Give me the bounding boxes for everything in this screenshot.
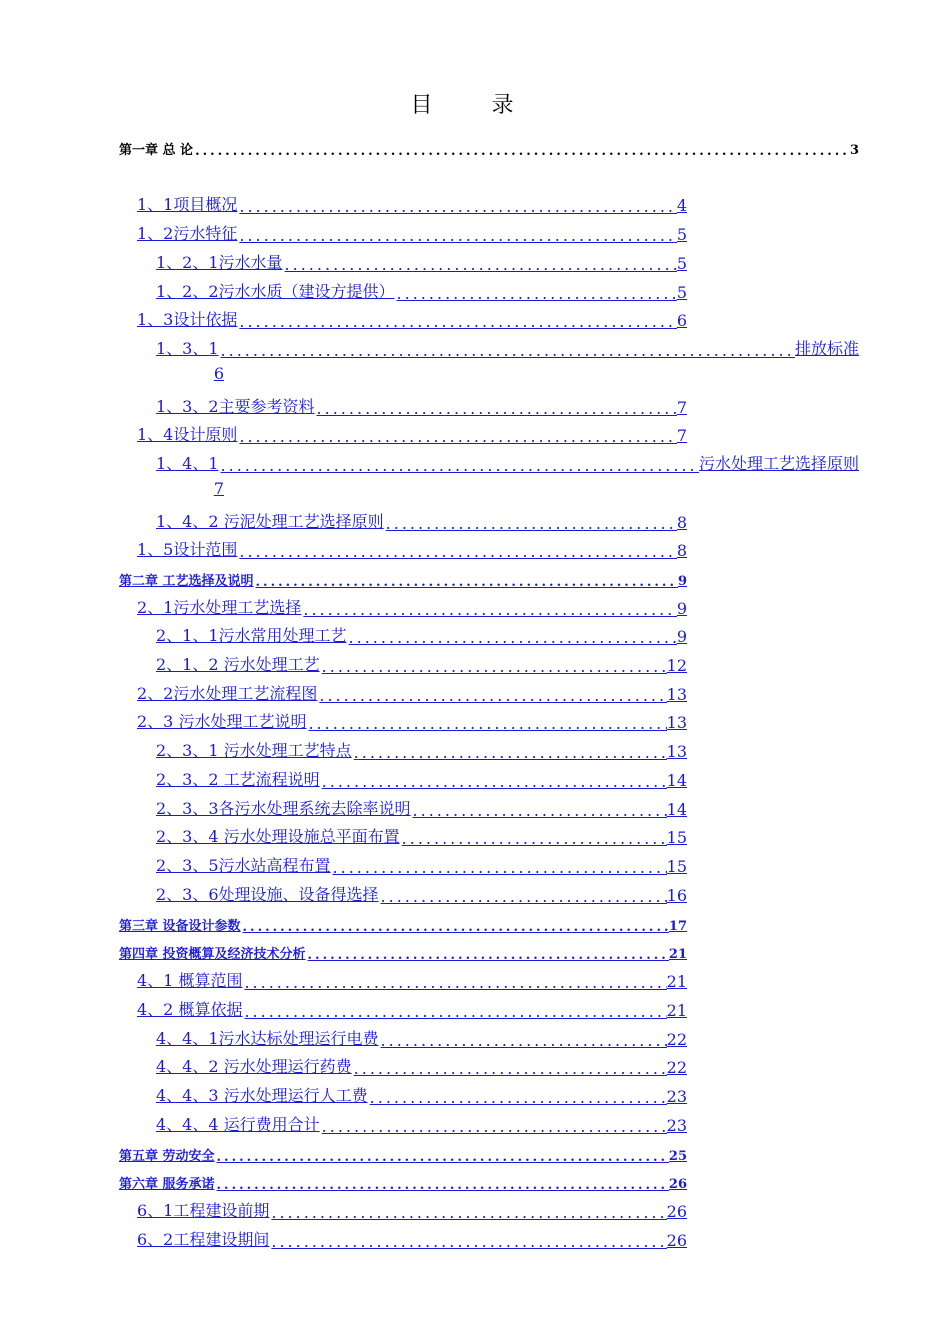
toc-entry-4-4-2[interactable]: [156, 1053, 687, 1077]
toc-entry-label: 1、4、1: [156, 454, 219, 473]
toc-entry-label: 2、1、1污水常用处理工艺: [156, 626, 347, 645]
toc-entry-2-3-2[interactable]: [156, 766, 687, 790]
toc-entry-chapter-4[interactable]: [119, 938, 687, 962]
toc-leader-dots: [384, 516, 677, 532]
toc-entry-label: 第二章 工艺选择及说明: [119, 574, 254, 589]
toc-entry-1-3[interactable]: [137, 306, 687, 330]
toc-entry-label: 4、4、4 运行费用合计: [156, 1115, 320, 1134]
toc-entry-1-4-1-page[interactable]: 7: [213, 479, 224, 498]
toc-entry-title-tail: 排放标准: [794, 339, 859, 358]
toc-entry-4-4-1[interactable]: [156, 1025, 687, 1049]
toc-entry-1-2-2[interactable]: [156, 278, 687, 302]
toc-entry-page: 5: [676, 254, 687, 273]
toc-entry-label: 2、3、3各污水处理系统去除率说明: [156, 799, 411, 818]
toc-leader-dots: [352, 745, 667, 761]
toc-entry-page: 3: [849, 143, 859, 158]
toc-entry-page: 5: [676, 225, 687, 244]
toc-leader-dots: [395, 286, 677, 302]
toc-leader-dots: [306, 949, 669, 962]
toc-entry-label: 2、2污水处理工艺流程图: [137, 684, 318, 703]
toc-entry-label: 1、3、2主要参考资料: [156, 397, 315, 416]
toc-entry-page: 16: [666, 886, 687, 905]
toc-entry-1-4[interactable]: [137, 421, 687, 445]
toc-entry-page: 22: [666, 1030, 687, 1049]
toc-entry-page: 14: [666, 800, 687, 819]
toc-entry-label: 2、3 污水处理工艺说明: [137, 712, 307, 731]
toc-leader-dots: [242, 975, 666, 991]
toc-leader-dots: [352, 1061, 667, 1077]
toc-leader-dots: [320, 774, 667, 790]
toc-entry-4-4-4[interactable]: [156, 1111, 687, 1135]
toc-entry-6-2[interactable]: [137, 1226, 687, 1250]
toc-leader-dots: [315, 401, 677, 417]
toc-entry-2-3-6[interactable]: [156, 881, 687, 905]
toc-entry-1-5[interactable]: [137, 536, 687, 560]
toc-leader-dots: [219, 458, 699, 474]
toc-entry-2-3[interactable]: [137, 708, 687, 732]
toc-entry-chapter-3[interactable]: [119, 910, 687, 934]
toc-leader-dots: [331, 860, 667, 876]
toc-leader-dots: [368, 1090, 667, 1106]
toc-entry-label: 4、4、3 污水处理运行人工费: [156, 1086, 368, 1105]
toc-entry-page: 26: [666, 1231, 687, 1250]
toc-entry-label: 2、3、2 工艺流程说明: [156, 770, 320, 789]
toc-entry-page: 9: [677, 574, 687, 589]
toc-entry-label: 4、4、2 污水处理运行药费: [156, 1057, 352, 1076]
toc-entry-chapter-1[interactable]: [119, 134, 859, 158]
toc-leader-dots: [306, 716, 666, 732]
toc-entry-page: 13: [666, 742, 687, 761]
toc-entry-label: 4、4、1污水达标处理运行电费: [156, 1029, 379, 1048]
toc-entry-page: 25: [668, 1149, 687, 1164]
toc-entry-1-2[interactable]: [137, 220, 687, 244]
toc-entry-2-2[interactable]: [137, 680, 687, 704]
toc-entry-4-1[interactable]: [137, 967, 687, 991]
toc-entry-label: 第五章 劳动安全: [119, 1149, 215, 1164]
toc-entry-page: 23: [666, 1087, 687, 1106]
toc-leader-dots: [269, 1205, 666, 1221]
toc-entry-label: 6、2工程建设期间: [137, 1230, 270, 1249]
toc-leader-dots: [237, 314, 676, 330]
toc-leader-dots: [379, 889, 667, 905]
toc-entry-page: 26: [666, 1202, 687, 1221]
toc-entry-label: 2、1、2 污水处理工艺: [156, 655, 320, 674]
toc-leader-dots: [269, 1234, 666, 1250]
toc-entry-page: 14: [666, 771, 687, 790]
toc-entry-label: 1、2污水特征: [137, 224, 238, 243]
toc-entry-label: 1、2、1污水水量: [156, 253, 283, 272]
toc-entry-page: 12: [666, 656, 687, 675]
toc-entry-page: 7: [676, 426, 687, 445]
toc-leader-dots: [400, 831, 667, 847]
toc-leader-dots: [347, 630, 677, 646]
toc-leader-dots: [237, 429, 676, 445]
toc-entry-label: 1、4设计原则: [137, 425, 238, 444]
toc-leader-dots: [320, 1119, 667, 1135]
toc-entry-page: 15: [666, 857, 687, 876]
toc-entry-label: 2、3、4 污水处理设施总平面布置: [156, 827, 400, 846]
toc-leader-dots: [237, 544, 676, 560]
toc-entry-2-3-3[interactable]: [156, 795, 687, 819]
toc-entry-label: 4、1 概算范围: [137, 971, 243, 990]
toc-entry-1-3-2[interactable]: [156, 393, 687, 417]
toc-leader-dots: [241, 921, 669, 934]
toc-entry-page: 7: [676, 398, 687, 417]
toc-entry-label: 第六章 服务承诺: [119, 1177, 215, 1192]
toc-leader-dots: [237, 228, 676, 244]
toc-entry-4-4-3[interactable]: [156, 1082, 687, 1106]
toc-entry-page: 26: [668, 1177, 687, 1192]
toc-entry-page: 23: [666, 1116, 687, 1135]
toc-entry-label: 2、1污水处理工艺选择: [137, 598, 302, 617]
toc-entry-2-1-1[interactable]: [156, 622, 687, 646]
toc-entry-1-3-1[interactable]: [156, 335, 859, 359]
toc-entry-page: 4: [676, 196, 687, 215]
toc-entry-title-tail: 污水处理工艺选择原则: [698, 454, 859, 473]
toc-entry-2-1-2[interactable]: [156, 651, 687, 675]
toc-entry-page: 8: [676, 541, 687, 560]
toc-entry-2-3-4[interactable]: [156, 823, 687, 847]
toc-entry-4-2[interactable]: [137, 996, 687, 1020]
toc-leader-dots: [317, 688, 666, 704]
toc-entry-page: 5: [676, 283, 687, 302]
toc-entry-label: 1、4、2 污泥处理工艺选择原则: [156, 512, 384, 531]
toc-entry-page: 13: [666, 713, 687, 732]
toc-leader-dots: [320, 659, 667, 675]
toc-entry-label: 4、2 概算依据: [137, 1000, 243, 1019]
toc-entry-page: 21: [666, 972, 687, 991]
toc-entry-page: 13: [666, 685, 687, 704]
toc-entry-label: 第四章 投资概算及经济技术分析: [119, 947, 306, 962]
toc-entry-2-3-5[interactable]: [156, 852, 687, 876]
toc-entry-label: 1、3设计依据: [137, 310, 238, 329]
toc-leader-dots: [193, 145, 850, 158]
toc-entry-label: 1、2、2污水水质（建设方提供）: [156, 282, 395, 301]
toc-leader-dots: [215, 1151, 669, 1164]
toc-leader-dots: [242, 1004, 666, 1020]
toc-entry-page: 21: [668, 947, 687, 962]
toc-entry-page: 15: [666, 828, 687, 847]
toc-leader-dots: [411, 803, 667, 819]
toc-leader-dots: [301, 602, 676, 618]
toc-entry-chapter-5[interactable]: [119, 1140, 687, 1164]
toc-entry-1-1[interactable]: [137, 191, 687, 215]
toc-entry-page: 21: [666, 1001, 687, 1020]
toc-entry-page: 8: [676, 513, 687, 532]
toc-entry-label: 第一章 总 论: [119, 143, 194, 158]
toc-entry-chapter-6[interactable]: [119, 1168, 687, 1192]
toc-entry-label: 6、1工程建设前期: [137, 1201, 270, 1220]
toc-leader-dots: [215, 1179, 669, 1192]
toc-entry-page: 17: [668, 919, 687, 934]
toc-entry-label: 2、3、6处理设施、设备得选择: [156, 885, 379, 904]
toc-entry-page: 9: [676, 599, 687, 618]
toc-entry-6-1[interactable]: [137, 1197, 687, 1221]
toc-entry-label: 1、3、1: [156, 339, 219, 358]
toc-entry-label: 第三章 设备设计参数: [119, 919, 241, 934]
toc-leader-dots: [219, 343, 795, 359]
toc-entry-1-3-1-page[interactable]: 6: [213, 364, 224, 383]
toc-entry-1-4-2[interactable]: [156, 508, 687, 532]
toc-entry-chapter-2[interactable]: [119, 565, 687, 589]
toc-leader-dots: [283, 257, 677, 273]
toc-entry-2-3-1[interactable]: [156, 737, 687, 761]
toc-entry-1-2-1[interactable]: [156, 249, 687, 273]
toc-entry-label: 1、5设计范围: [137, 540, 238, 559]
toc-entry-2-1[interactable]: [137, 594, 687, 618]
toc-leader-dots: [254, 576, 678, 589]
toc-entry-label: 2、3、1 污水处理工艺特点: [156, 741, 352, 760]
toc-entry-page: 22: [666, 1058, 687, 1077]
toc-leader-dots: [237, 199, 676, 215]
toc-entry-1-4-1[interactable]: [156, 450, 859, 474]
toc-title: 目 录: [410, 93, 540, 118]
toc-entry-page: 6: [676, 311, 687, 330]
toc-leader-dots: [379, 1033, 667, 1049]
toc-entry-label: 1、1项目概况: [137, 195, 238, 214]
toc-entry-label: 2、3、5污水站高程布置: [156, 856, 331, 875]
toc-entry-page: 9: [676, 627, 687, 646]
